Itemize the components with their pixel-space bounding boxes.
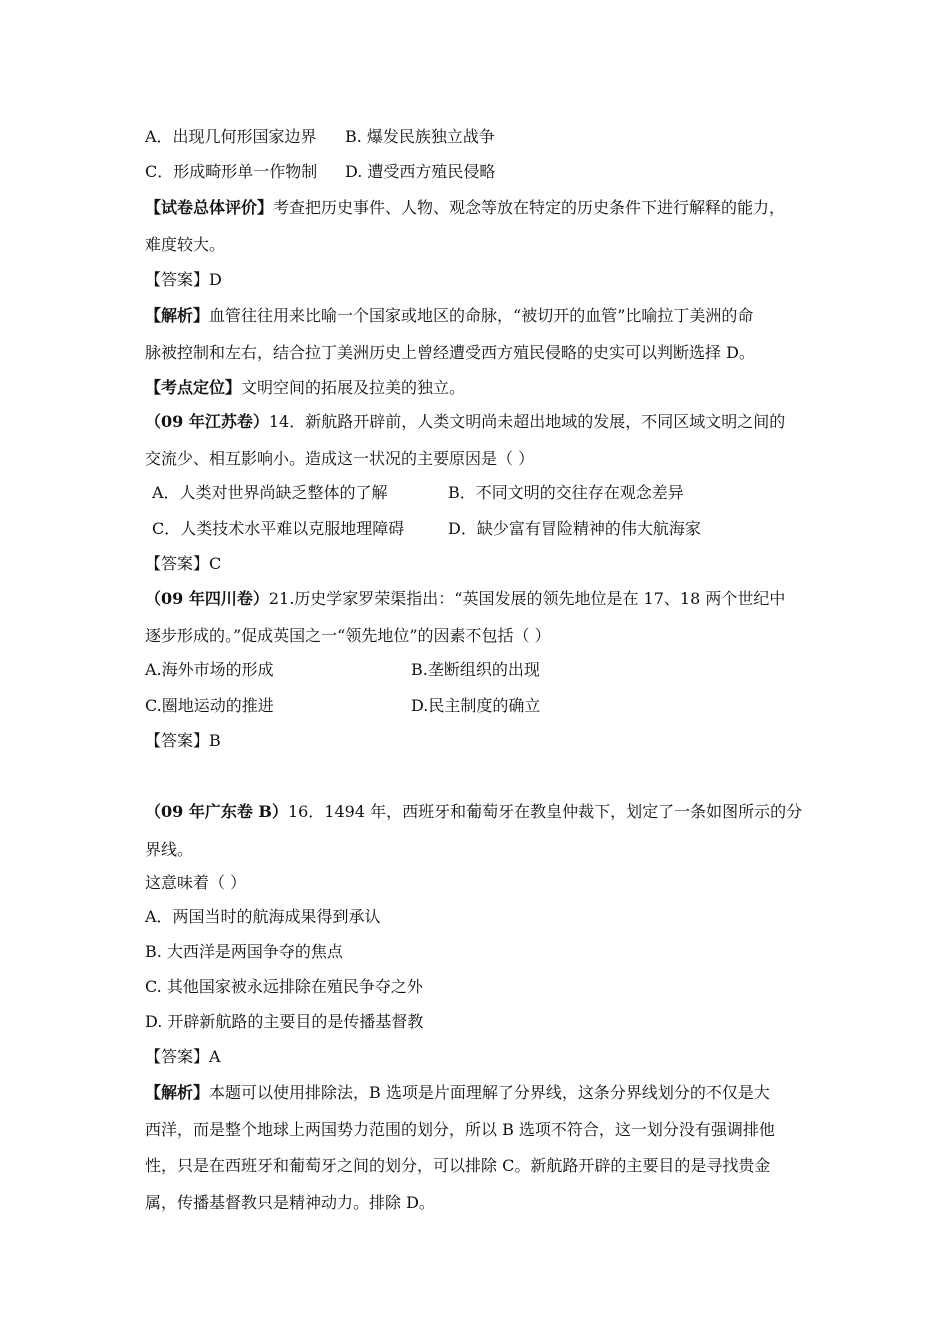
q16-stem-line-1 — [145, 801, 802, 823]
q13-option-b: B. 爆发民族独立战争 — [345, 127, 495, 146]
q21-option-a: A.海外市场的形成 — [145, 660, 274, 679]
q13-evaluation-tag: 【试卷总体评价】 — [145, 198, 274, 217]
q21-answer: 【答案】B — [145, 731, 221, 750]
q16-stem-line-2: 界线。 — [145, 840, 194, 859]
q16-option-d: D. 开辟新航路的主要目的是传播基督教 — [145, 1012, 424, 1031]
q16-analysis-text-1: 本题可以使用排除法，B 选项是片面理解了分界线，这条分界线划分的不仅是大 — [209, 1083, 770, 1102]
q16-source: （09 年广东卷 B） — [145, 802, 288, 821]
q14-option-c: C．人类技术水平难以克服地理障碍 — [152, 519, 405, 538]
q13-analysis-line-1 — [145, 305, 753, 327]
q13-options-row-2 — [145, 161, 496, 183]
q16-stem-line-3: 这意味着（ ） — [145, 873, 247, 892]
q13-evaluation-line-2: 难度较大。 — [145, 235, 226, 254]
q14-answer: 【答案】C — [145, 554, 222, 573]
q14-source: （09 年江苏卷） — [145, 412, 269, 431]
q21-options-row-1 — [145, 659, 540, 681]
q13-answer: 【答案】D — [145, 270, 222, 289]
q14-option-d: D．缺少富有冒险精神的伟大航海家 — [448, 519, 701, 538]
q13-evaluation-text-1: 考查把历史事件、人物、观念等放在特定的历史条件下进行解释的能力， — [273, 198, 786, 217]
q13-option-c: C．形成畸形单一作物制 — [145, 162, 318, 181]
q16-stem-text-1: 16．1494 年，西班牙和葡萄牙在教皇仲裁下，划定了一条如图所示的分 — [287, 802, 803, 821]
q16-answer: 【答案】A — [145, 1047, 221, 1066]
q21-stem-line-2: 逐步形成的。”促成英国之一“领先地位”的因素不包括（ ） — [145, 626, 551, 645]
q14-option-a: A．人类对世界尚缺乏整体的了解 — [152, 483, 388, 502]
q14-stem-text-1: 14．新航路开辟前，人类文明尚未超出地域的发展，不同区域文明之间的 — [268, 412, 786, 431]
q16-analysis-line-3: 性，只是在西班牙和葡萄牙之间的划分，可以排除 C。新航路开辟的主要目的是寻找贵金 — [145, 1156, 771, 1175]
q13-point-text: 文明空间的拓展及拉美的独立。 — [241, 378, 466, 397]
q16-analysis-line-1 — [145, 1082, 770, 1104]
q13-options-row-1 — [145, 126, 495, 148]
q16-option-b: B. 大西洋是两国争夺的焦点 — [145, 942, 343, 961]
q13-analysis-tag: 【解析】 — [145, 306, 210, 325]
q21-option-d: D.民主制度的确立 — [411, 696, 541, 715]
q21-stem-text-1: 21.历史学家罗荣渠指出：“英国发展的领先地位是在 17、18 两个世纪中 — [268, 589, 786, 608]
q14-option-b: B．不同文明的交往存在观念差异 — [448, 483, 684, 502]
q21-option-c: C.圈地运动的推进 — [145, 696, 274, 715]
q16-analysis-tag: 【解析】 — [145, 1083, 210, 1102]
q14-options-row-1 — [152, 482, 684, 504]
q21-options-row-2 — [145, 695, 541, 717]
q21-stem-line-1 — [145, 588, 785, 610]
q16-option-a: A．两国当时的航海成果得到承认 — [145, 907, 381, 926]
q13-option-d: D. 遭受西方殖民侵略 — [345, 162, 496, 181]
q13-point-tag: 【考点定位】 — [145, 378, 242, 397]
q16-analysis-line-4: 属，传播基督教只是精神动力。排除 D。 — [145, 1193, 435, 1212]
q13-evaluation-line-1 — [145, 197, 785, 219]
q14-stem-line-2: 交流少、相互影响小。造成这一状况的主要原因是（ ） — [145, 449, 535, 468]
q13-analysis-text-1: 血管往往用来比喻一个国家或地区的命脉，“被切开的血管”比喻拉丁美洲的命 — [209, 306, 754, 325]
q16-option-c: C. 其他国家被永远排除在殖民争夺之外 — [145, 977, 423, 996]
q21-source: （09 年四川卷） — [145, 589, 269, 608]
q13-option-a: A．出现几何形国家边界 — [145, 127, 317, 146]
q21-option-b: B.垄断组织的出现 — [411, 660, 540, 679]
q13-analysis-line-2: 脉被控制和左右，结合拉丁美洲历史上曾经遭受西方殖民侵略的史实可以判断选择 D。 — [145, 343, 755, 362]
q14-options-row-2 — [152, 518, 701, 540]
q13-point-line — [145, 377, 465, 399]
q14-stem-line-1 — [145, 411, 785, 433]
q16-analysis-line-2: 西洋，而是整个地球上两国势力范围的划分，所以 B 选项不符合，这一划分没有强调排他 — [145, 1120, 775, 1139]
